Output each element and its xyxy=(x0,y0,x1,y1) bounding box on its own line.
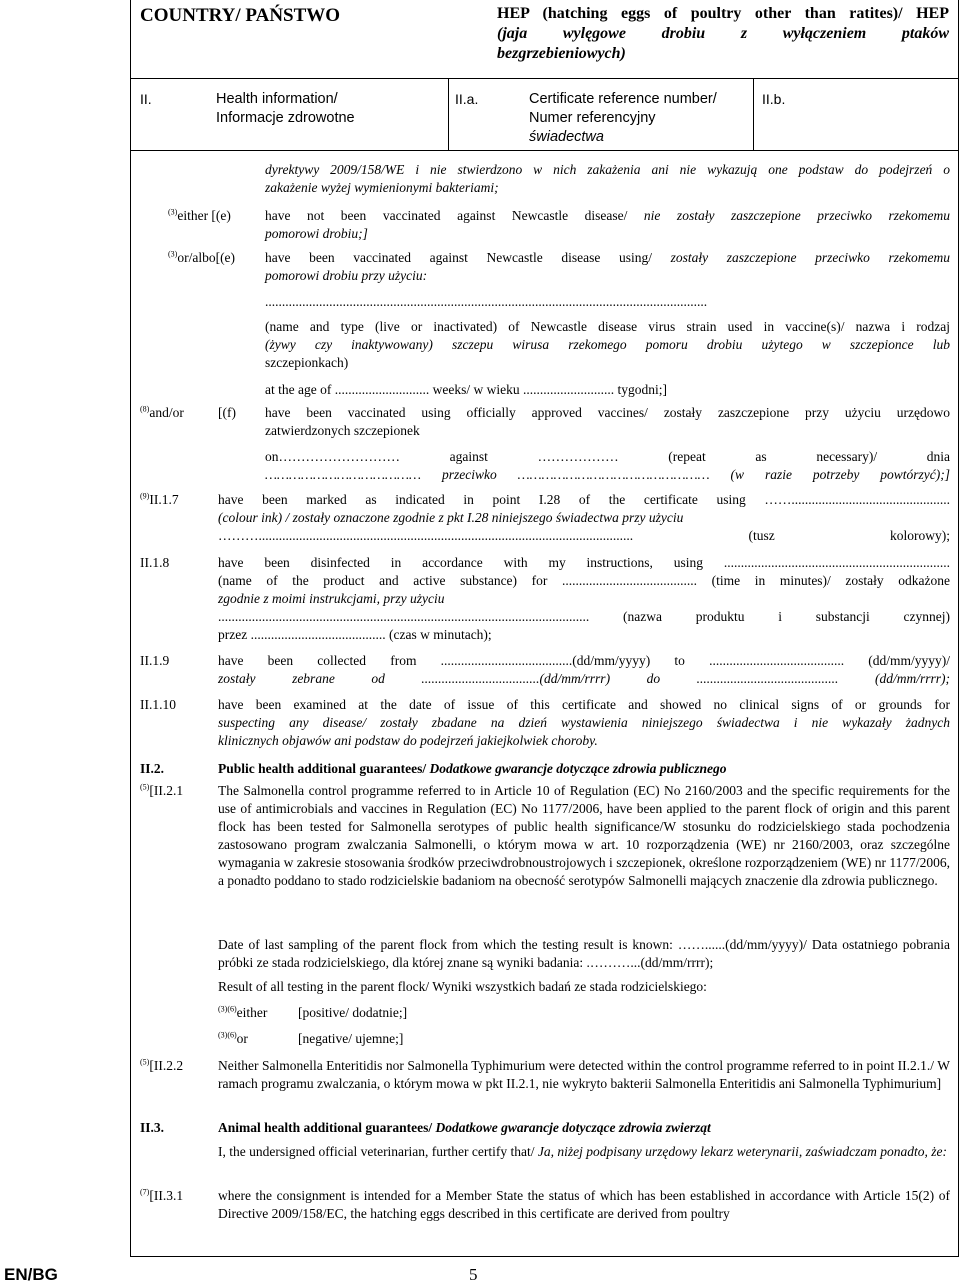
s1110-label: II.1.10 xyxy=(140,697,176,712)
certificate-title-line2: (jaja wylęgowe drobiu z wyłączeniem ptaków xyxy=(497,25,949,42)
s3-title-en: Animal health additional guarantees/ xyxy=(218,1120,433,1135)
vaccine-name-pl2: szczepionkach) xyxy=(265,355,349,370)
or-e-text-en: have been vaccinated against Newcastle disease using/ xyxy=(265,250,652,265)
s119-label: II.1.9 xyxy=(140,653,170,668)
s118-text xyxy=(218,554,950,644)
s31-paragraph: where the consignment is intended for a Member State the status of which has been established in accordance with Article 15(2) of Directive 2009/158/EC, the hatching eggs described in this certificate are derived from poultry xyxy=(218,1188,950,1221)
s117-line3: ………............................................................................................................... (tusz kolorowy); xyxy=(218,528,950,543)
s21-either-text: [positive/ dodatnie;] xyxy=(298,1005,408,1020)
s21-or-label: $^{(3)(6)}$or xyxy=(218,1030,248,1046)
either-e-text-pl: nie zostały zaszczepione przeciwko rzekomemu xyxy=(643,208,951,223)
s2-title-en: Public health additional guarantees/ xyxy=(218,761,427,776)
health-info-en: Health information/ xyxy=(216,91,338,107)
cert-ref-en: Certificate reference number/ xyxy=(529,91,717,107)
s3-paragraph-en: I, the undersigned official veterinarian, further certify that/ xyxy=(218,1144,535,1159)
footer-page-number: 5 xyxy=(469,1265,478,1284)
s3-label: II.3. xyxy=(140,1120,165,1135)
s21-date-paragraph: Date of last sampling of the parent flock from which the testing result is known: ……......(dd/mm/yyyy)/ Data ostatniego pobrania próbki ze stada rodzicielskiego, dla której znane są wyniki badania: .………...(dd/mm/rrrr); xyxy=(218,937,950,970)
s21-either-label: $^{(3)(6)}$either xyxy=(218,1004,268,1020)
certificate-title xyxy=(497,4,949,64)
s3-title-pl: Dodatkowe gwarancje dotyczące zdrowia zwierząt xyxy=(435,1120,711,1135)
vaccine-name-note xyxy=(265,318,950,372)
vaccine-dots-line: ................................................................................................................................... xyxy=(265,294,708,309)
s31-label: $^{(7)}$[II.3.1 xyxy=(140,1187,184,1203)
f-text-line2: zatwierdzonych szczepionek xyxy=(265,423,420,438)
s3-paragraph xyxy=(218,1143,950,1161)
either-e-label: $^{(3)}$either [(e) xyxy=(168,207,231,223)
s117-label: $^{(9)}$II.1.7 xyxy=(140,491,179,507)
s3-title xyxy=(218,1119,711,1137)
frame-subheader-divider xyxy=(130,150,959,151)
s117-line2: (colour ink) / zostały oznaczone zgodnie z pkt I.28 niniejszego świadectwa przy użyciu xyxy=(218,510,684,525)
vaccine-name-en: (name and type (live or inactivated) of Newcastle disease virus strain used in vaccine(s)/ nazwa i rodzaj xyxy=(265,319,950,334)
f-text-line1: have been vaccinated using officially approved vaccines/ zostały zaszczepione przy użyciu urzędowo xyxy=(265,405,950,420)
f-on-line1: on……………………… against ……………… (repeat as necessary)/ dnia xyxy=(265,449,950,464)
or-e-text xyxy=(265,249,950,285)
s1110-line2: suspecting any disease/ zostały zbadane na dzień wystawienia niniejszego świadectwa i nie wykazały żadnych xyxy=(218,715,950,730)
health-info-pl: Informacje zdrowotne xyxy=(216,110,355,126)
s1110-line1: have been examined at the date of issue of this certificate and showed no clinical signs of or grounds for xyxy=(218,697,950,712)
s2-title-pl: Dodatkowe gwarancje dotyczące zdrowia publicznego xyxy=(429,761,727,776)
vaccine-age: at the age of ............................ weeks/ w wieku ........................... tygodni;] xyxy=(265,382,667,397)
s2-label: II.2. xyxy=(140,761,165,776)
frame-col-divider-2 xyxy=(753,78,754,150)
frame-right xyxy=(958,0,959,1256)
s1110-line3: klinicznych objawów ani podstaw do podejrzeń jakiejkolwiek choroby. xyxy=(218,733,598,748)
s21-result: Result of all testing in the parent flock/ Wyniki wszystkich badań ze stada rodzicielskiego: xyxy=(218,979,707,994)
s2-title xyxy=(218,760,727,778)
intro-line1: dyrektywy 2009/158/WE i nie stwierdzono w nich zakażenia ani nie wykazują one podstaw do podejrzeń o xyxy=(265,162,950,177)
health-info-heading xyxy=(216,90,355,128)
s1110-text xyxy=(218,696,950,750)
iib-label: II.b. xyxy=(762,91,786,107)
f-label-b: [(f) xyxy=(218,405,236,420)
cert-ref-pl2: świadectwa xyxy=(529,129,604,145)
s22-label: $^{(5)}$[II.2.2 xyxy=(140,1057,184,1073)
frame-left xyxy=(130,0,131,1256)
f-on-line2: ………………………………… przeciwko ………………………………………… (w razie potrzeby powtórzyć);] xyxy=(265,467,950,482)
country-label: COUNTRY/ PAŃSTWO xyxy=(140,5,341,26)
s21-paragraph: The Salmonella control programme referred to in Article 10 of Regulation (EC) No 2160/2003 and the specific requirements for the use of antimicrobials and vaccines in Regulation (EC) No 1177/2006, have been applied to the parent flock of origin and this parent flock has been tested for Salmonella serotypes of public health significance/W stosunku do rodzicielskiego stada pochodzenia zastosowano program zwalczania Salmonelli, o którym mowa w art. 10 rozporządzenia (WE) nr 2160/2003, oraz szczególne wymagania w zakresie stosowania środków przeciwdrobnoustrojowych i szczepionek, określone rozporządzeniem (WE) nr 1177/2006, a ponadto poddano to stado rodzicielskie badaniom na obecność serotypów Salmonelli mających znaczenie dla zdrowia publicznego. xyxy=(218,783,950,888)
or-e-line2: pomorowi drobiu przy użyciu: xyxy=(265,268,428,283)
s118-line5: przez ........................................ (czas w minutach); xyxy=(218,627,492,642)
s118-line3: zgodnie z moimi instrukcjami, przy użyciu xyxy=(218,591,445,606)
s117-line1: have been marked as indicated in point I.28 of the certificate using ……............................................... xyxy=(218,492,950,507)
s119-text xyxy=(218,652,950,688)
s117-text xyxy=(218,491,950,545)
s21-label: $^{(5)}$[II.2.1 xyxy=(140,782,184,798)
frame-header-divider xyxy=(130,78,959,79)
f-text xyxy=(265,404,950,440)
s119-line2: zostały zebrane od ...................................(dd/mm/rrrr) do .......................................... (dd/mm/rrrr); xyxy=(218,671,950,686)
s118-label: II.1.8 xyxy=(140,555,170,570)
iia-label: II.a. xyxy=(455,91,479,107)
s118-line4: .............................................................................................................. (nazwa produktu i substancji czynnej) xyxy=(218,609,950,624)
vaccine-name-pl1: (żywy czy inaktywowany) szczepu wirusa rzekomego pomoru drobiu użytego w szczepionce lub xyxy=(265,337,950,352)
f-on xyxy=(265,448,950,484)
intro-line2: zakażenie wyżej wymienionymi bakteriami; xyxy=(265,180,499,195)
s3-paragraph-pl: Ja, niżej podpisany urzędowy lekarz weterynarii, zaświadczam ponadto, że: xyxy=(537,1144,947,1159)
cert-ref-pl1: Numer referencyjny xyxy=(529,110,656,126)
certificate-title-line1: HEP (hatching eggs of poultry other than ratites)/ HEP xyxy=(497,5,949,22)
either-e-text-en: have not been vaccinated against Newcastle disease/ xyxy=(265,208,628,223)
s21-or-text: [negative/ ujemne;] xyxy=(298,1031,404,1046)
section-number: II. xyxy=(140,91,152,107)
s118-line2: (name of the product and active substance) for ........................................ (time in minutes)/ zostały odkażone xyxy=(218,573,950,588)
s118-line1: have been disinfected in accordance with my instructions, using ................................................................... xyxy=(218,555,950,570)
cert-ref-heading xyxy=(529,90,717,147)
s22-paragraph: Neither Salmonella Enteritidis nor Salmonella Typhimurium were detected within the control programme referred to in point II.2.1./ W ramach programu zwalczania, o którym mowa w pkt II.2.1, nie wykryto bakterii Salmonella Enteritidis ani Salmonella Typhimurium] xyxy=(218,1058,950,1091)
footer-language-code: EN/BG xyxy=(4,1265,58,1284)
or-e-text-pl: zostały zaszczepione przeciwko rzekomemu xyxy=(670,250,950,265)
s119-line1: have been collected from .......................................(dd/mm/yyyy) to ........................................ (dd/mm/yyyy)/ xyxy=(218,653,950,668)
certificate-title-line3: bezgrzebieniowych) xyxy=(497,45,626,62)
either-e-text xyxy=(265,207,950,243)
either-e-line2: pomorowi drobiu;] xyxy=(265,226,368,241)
intro-paragraph xyxy=(265,161,950,197)
frame-col-divider-1 xyxy=(448,78,449,150)
f-label: $^{(8)}$and/or xyxy=(140,404,184,420)
or-e-label: $^{(3)}$or/albo[(e) xyxy=(168,249,236,265)
frame-bottom xyxy=(130,1256,959,1257)
